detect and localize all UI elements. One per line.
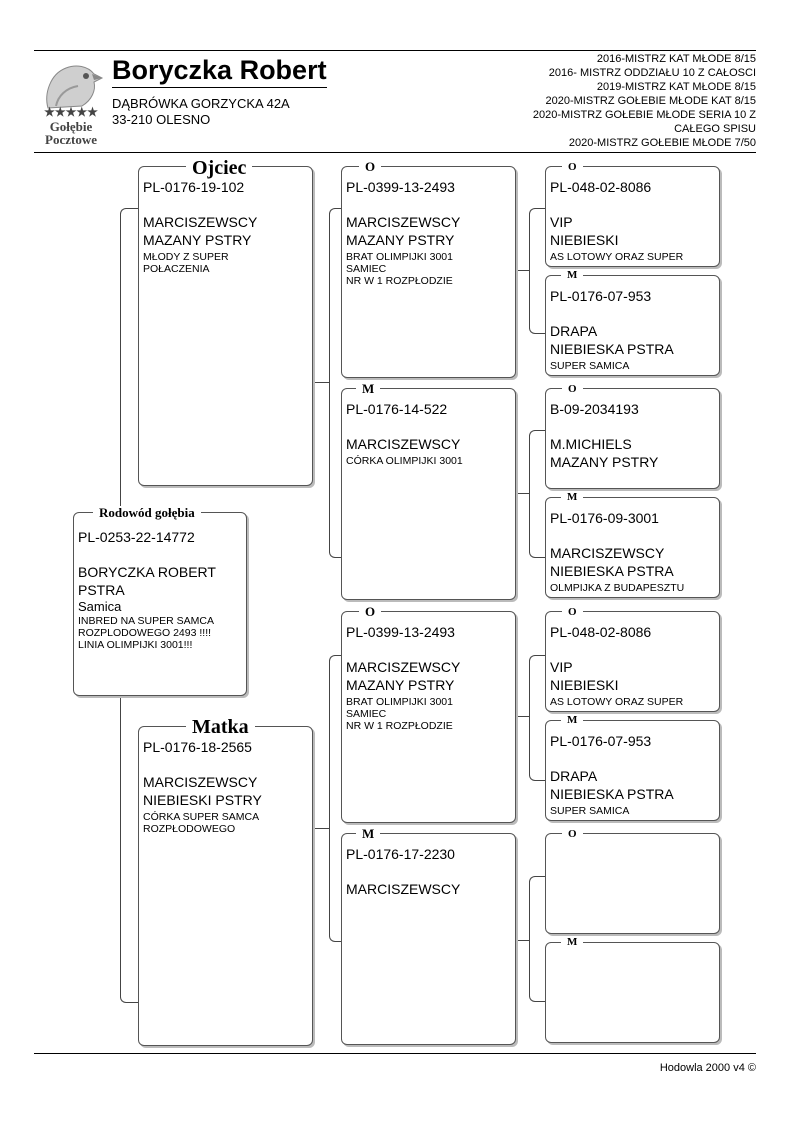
ggp-note: AS LOTOWY ORAZ SUPER: [550, 696, 684, 708]
subject-color: PSTRA: [78, 582, 125, 598]
gp-color: MAZANY PSTRY: [346, 232, 455, 248]
mother-label: Matka: [186, 717, 255, 737]
ggp-color: NIEBIESKA PSTRA: [550, 786, 674, 802]
address-line-1: DĄBRÓWKA GORZYCKA 42A: [112, 96, 290, 111]
ggp-label-o: O: [562, 162, 583, 173]
ggp-color: NIEBIESKA PSTRA: [550, 341, 674, 357]
gp-ring: PL-0176-14-522: [346, 401, 448, 417]
ggp-label-o: O: [562, 607, 583, 618]
ggp-breeder: VIP: [550, 659, 573, 675]
father-color: MAZANY PSTRY: [143, 232, 252, 248]
ggp-ring: PL-0176-07-953: [550, 288, 652, 304]
ggp-note: AS LOTOWY ORAZ SUPER: [550, 251, 684, 263]
great-grandparent-card-empty[interactable]: [545, 833, 720, 934]
ggp-ring: PL-048-02-8086: [550, 624, 652, 640]
achievement: CAŁEGO SPISU: [674, 123, 756, 135]
achievement: 2016-MISTRZ KAT MŁODE 8/15: [596, 53, 756, 65]
ggp-note: SUPER SAMICA: [550, 360, 630, 372]
gp-note: NR W 1 ROZPŁODZIE: [346, 275, 453, 287]
achievement: 2020-MISTRZ GOŁEBIE MŁODE 7/50: [568, 137, 756, 149]
achievement: 2020-MISTRZ GOŁEBIE MŁODE SERIA 10 Z: [532, 109, 756, 121]
logo-text-top: Gołębie: [49, 119, 93, 134]
father-card[interactable]: [138, 166, 313, 486]
achievement: 2019-MISTRZ KAT MŁODE 8/15: [596, 81, 756, 93]
mother-ring: PL-0176-18-2565: [143, 739, 252, 755]
ggp-label-m: M: [561, 937, 583, 948]
gp-breeder: MARCISZEWSCY: [346, 881, 461, 897]
ggp-note: SUPER SAMICA: [550, 805, 630, 817]
father-ring: PL-0176-19-102: [143, 179, 245, 195]
grandparent-card-father-sire[interactable]: [341, 166, 516, 378]
great-grandparent-card[interactable]: [545, 388, 720, 489]
logo: [36, 56, 106, 146]
header-top-rule: [34, 50, 756, 51]
mother-card[interactable]: [138, 726, 313, 1046]
father-label: Ojciec: [186, 158, 252, 178]
great-grandparent-card[interactable]: [545, 497, 720, 598]
father-note: POŁACZENIA: [143, 263, 210, 275]
subject-note: LINIA OLIMPIJKI 3001!!!: [78, 639, 193, 651]
ggp-color: MAZANY PSTRY: [550, 454, 659, 470]
gp-label-o: O: [359, 160, 381, 173]
ggp-ring: PL-048-02-8086: [550, 179, 652, 195]
great-grandparent-card[interactable]: [545, 611, 720, 712]
ggp-breeder: M.MICHIELS: [550, 436, 632, 452]
great-grandparent-card[interactable]: [545, 275, 720, 376]
ggp-ring: PL-0176-07-953: [550, 733, 652, 749]
father-breeder: MARCISZEWSCY: [143, 214, 258, 230]
gp-color: MAZANY PSTRY: [346, 677, 455, 693]
mother-note: ROZPŁODOWEGO: [143, 823, 236, 835]
gp-label-m: M: [356, 827, 380, 840]
gp-ring: PL-0176-17-2230: [346, 846, 455, 862]
address-line-2: 33-210 OLESNO: [112, 112, 211, 127]
great-grandparent-card-empty[interactable]: [545, 942, 720, 1043]
achievement: 2016- MISTRZ ODDZIAŁU 10 Z CAŁOSCI: [548, 67, 756, 79]
ggp-breeder: DRAPA: [550, 768, 598, 784]
ggp-color: NIEBIESKI: [550, 677, 619, 693]
subject-breeder: BORYCZKA ROBERT: [78, 564, 216, 580]
ggp-breeder: MARCISZEWSCY: [550, 545, 665, 561]
footer-credit: Hodowla 2000 v4 ©: [659, 1062, 756, 1074]
gp-note: BRAT OLIMPIJKI 3001: [346, 251, 453, 263]
grandparent-card-father-dam[interactable]: [341, 388, 516, 600]
gp-note: SAMIEC: [346, 708, 387, 720]
subject-label: Rodowód gołębia: [93, 506, 201, 519]
ggp-label-o: O: [562, 829, 583, 840]
grandparent-card-mother-sire[interactable]: [341, 611, 516, 823]
owner-name: Boryczka Robert: [112, 55, 327, 88]
mother-color: NIEBIESKI PSTRY: [143, 792, 262, 808]
gp-label-o: O: [359, 605, 381, 618]
ggp-note: OLMPIJKA Z BUDAPESZTU: [550, 582, 685, 594]
gp-breeder: MARCISZEWSCY: [346, 214, 461, 230]
mother-breeder: MARCISZEWSCY: [143, 774, 258, 790]
father-note: MŁODY Z SUPER: [143, 251, 229, 263]
subject-card[interactable]: [73, 512, 247, 696]
ggp-label-o: O: [562, 384, 583, 395]
great-grandparent-card[interactable]: [545, 720, 720, 821]
logo-text-bottom: Pocztowe: [45, 132, 97, 147]
gp-ring: PL-0399-13-2493: [346, 624, 455, 640]
ggp-label-m: M: [561, 715, 583, 726]
header-bottom-rule: [34, 152, 756, 153]
gp-note: BRAT OLIMPIJKI 3001: [346, 696, 453, 708]
subject-note: INBRED NA SUPER SAMCA: [78, 615, 214, 627]
gp-note: NR W 1 ROZPŁODZIE: [346, 720, 453, 732]
gp-breeder: MARCISZEWSCY: [346, 436, 461, 452]
ggp-breeder: DRAPA: [550, 323, 598, 339]
ggp-ring: PL-0176-09-3001: [550, 510, 659, 526]
ggp-label-m: M: [561, 492, 583, 503]
ggp-breeder: VIP: [550, 214, 573, 230]
gp-note: SAMIEC: [346, 263, 387, 275]
gp-label-m: M: [356, 382, 380, 395]
ggp-ring: B-09-2034193: [550, 401, 639, 417]
ggp-color: NIEBIESKI: [550, 232, 619, 248]
gp-ring: PL-0399-13-2493: [346, 179, 455, 195]
gp-note: CÓRKA OLIMPIJKI 3001: [346, 455, 463, 467]
subject-note: ROZPLODOWEGO 2493 !!!!: [78, 627, 212, 639]
footer-rule: [34, 1053, 756, 1054]
ggp-label-m: M: [561, 270, 583, 281]
logo-stars: ★★★★★: [44, 105, 98, 119]
subject-sex: Samica: [78, 599, 122, 614]
grandparent-card-mother-dam[interactable]: [341, 833, 516, 1045]
mother-note: CÓRKA SUPER SAMCA: [143, 811, 260, 823]
ggp-color: NIEBIESKA PSTRA: [550, 563, 674, 579]
gp-breeder: MARCISZEWSCY: [346, 659, 461, 675]
great-grandparent-card[interactable]: [545, 166, 720, 267]
subject-ring: PL-0253-22-14772: [78, 529, 195, 545]
achievement: 2020-MISTRZ GOŁEBIE MŁODE KAT 8/15: [545, 95, 756, 107]
